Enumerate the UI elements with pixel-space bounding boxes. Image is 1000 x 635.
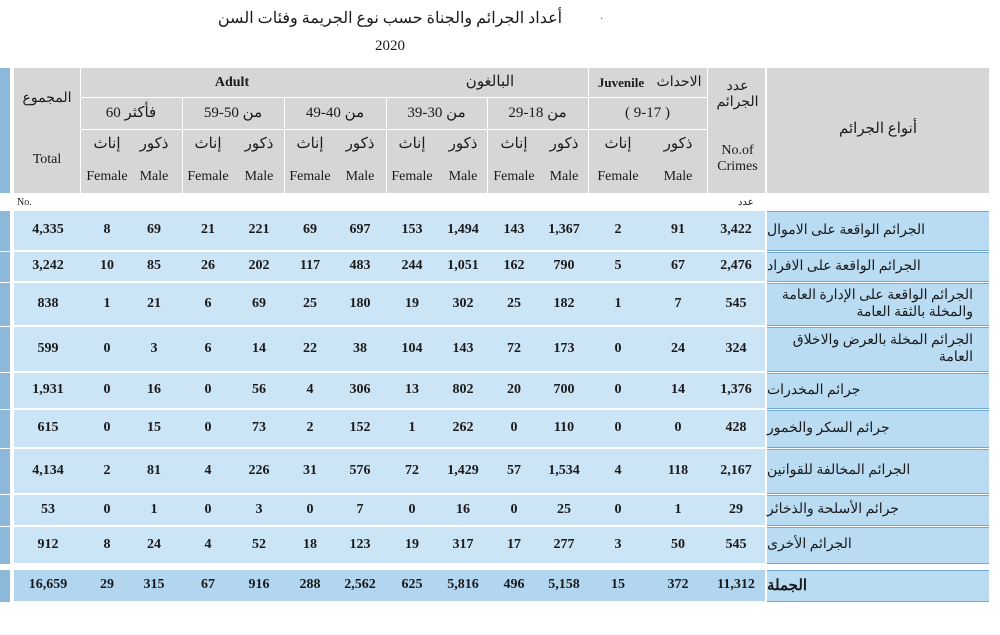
female-header-en: Female	[187, 168, 229, 184]
table-cell: 85	[147, 258, 161, 273]
female-header-ar: إناث	[194, 136, 222, 153]
table-cell: 5,816	[447, 577, 479, 592]
total-header-en: Total	[32, 151, 62, 167]
male-header-en: Male	[663, 168, 693, 184]
crime-type-label: جرائم الأسلحة والذخائر	[767, 495, 989, 526]
table-cell: 25	[557, 501, 571, 517]
table-cell: 3	[614, 536, 622, 552]
table-cell: 7	[356, 501, 364, 517]
table-cell: 81	[147, 462, 161, 478]
age-group-30-39: من 30-39	[407, 105, 466, 122]
table-cell: 14	[671, 382, 685, 397]
table-cell: 0	[103, 340, 111, 356]
table-cell: 315	[143, 577, 165, 592]
crime-type-label: الجرائم الأخرى	[767, 527, 989, 564]
table-cell: 69	[147, 222, 161, 237]
table-cell: 72	[405, 462, 419, 478]
table-cell: 1,376	[720, 382, 752, 397]
table-cell: 2	[614, 222, 622, 237]
table-cell: 0	[204, 382, 212, 397]
table-cell: 2,167	[720, 462, 752, 478]
table-cell: 110	[553, 420, 575, 435]
table-cell: 0	[614, 420, 622, 435]
table-cell: 69	[252, 295, 266, 311]
table-cell: 1,051	[447, 258, 479, 273]
table-cell: 545	[725, 536, 747, 552]
table-cell: 496	[503, 577, 525, 592]
table-cell: 15	[147, 420, 161, 435]
table-cell: 2	[103, 462, 111, 478]
table-cell: 0	[674, 420, 682, 435]
table-cell: 838	[37, 295, 59, 311]
male-header-ar: ذكور	[345, 136, 375, 153]
total-label: الجملة	[767, 570, 989, 602]
female-header-ar: إناث	[296, 136, 324, 153]
male-header-en: Male	[244, 168, 274, 184]
table-cell: 0	[103, 501, 111, 517]
male-header-ar: ذكور	[549, 136, 579, 153]
table-cell: 802	[452, 382, 474, 397]
table-cell: 25	[507, 295, 521, 311]
male-header-ar: ذكور	[663, 136, 693, 153]
table-cell: 0	[204, 420, 212, 435]
age-group-50-59: من 50-59	[203, 105, 263, 122]
table-cell: 21	[147, 295, 161, 311]
table-cell: 153	[401, 222, 423, 237]
male-header-en: Male	[549, 168, 579, 184]
male-header-en: Male	[345, 168, 375, 184]
crime-type-label: جرائم السكر والخمور	[767, 410, 989, 448]
table-cell: 697	[349, 222, 371, 237]
female-header-en: Female	[289, 168, 331, 184]
crime-type-label: الجرائم المخالفة للقوانين	[767, 449, 989, 494]
table-cell: 8	[103, 222, 111, 237]
total-header-ar: المجموع	[22, 90, 72, 106]
table-cell: 143	[452, 340, 474, 356]
table-cell: 302	[452, 295, 474, 311]
crime-types-header-label: أنواع الجرائم	[839, 121, 917, 138]
table-cell: 19	[405, 295, 419, 311]
age-group-9-17: ( 9-17 )	[625, 105, 670, 122]
table-cell: 262	[452, 420, 474, 435]
table-cell: 4,335	[32, 222, 64, 237]
table-cell: 428	[725, 420, 747, 435]
table-cell: 277	[553, 536, 575, 552]
adult-header-en: Adult	[214, 74, 250, 90]
table-cell: 1	[614, 295, 622, 311]
table-cell: 0	[614, 382, 622, 397]
table-cell: 0	[103, 382, 111, 397]
table-cell: 10	[100, 258, 114, 273]
table-cell: 24	[147, 536, 161, 552]
table-cell: 73	[252, 420, 266, 435]
table-cell: 29	[100, 577, 114, 592]
table-cell: 104	[401, 340, 423, 356]
table-cell: 11,312	[717, 577, 755, 592]
table-cell: 3	[150, 340, 158, 356]
table-cell: 916	[248, 577, 270, 592]
female-header-ar: إناث	[500, 136, 528, 153]
table-cell: 29	[729, 501, 743, 517]
table-cell: 7	[674, 295, 682, 311]
table-cell: 625	[401, 577, 423, 592]
table-cell: 123	[349, 536, 371, 552]
table-cell: 173	[553, 340, 575, 356]
table-cell: 182	[553, 295, 575, 311]
male-header-ar: ذكور	[244, 136, 274, 153]
table-cell: 26	[201, 258, 215, 273]
table-cell: 1	[408, 420, 416, 435]
table-cell: 1,429	[447, 462, 479, 478]
table-cell: 8	[103, 536, 111, 552]
table-cell: 1	[674, 501, 682, 517]
crime-type-label: الجرائم الواقعة على الافراد	[767, 252, 989, 282]
table-cell: 545	[725, 295, 747, 311]
table-cell: 372	[667, 577, 689, 592]
crime-type-label: الجرائم الواقعة على الإدارة العامة والمخلة بالثقة العامة	[767, 283, 989, 326]
table-cell: 3,242	[32, 258, 64, 273]
table-cell: 599	[37, 340, 59, 356]
male-header-en: Male	[139, 168, 169, 184]
table-cell: 72	[507, 340, 521, 356]
table-cell: 180	[349, 295, 371, 311]
table-cell: 16	[456, 501, 470, 517]
table-cell: 576	[349, 462, 371, 478]
table-cell: 244	[401, 258, 423, 273]
table-title: أعداد الجرائم والجناة حسب نوع الجريمة وفئات السن	[217, 10, 563, 27]
table-cell: 2,562	[344, 577, 376, 592]
table-cell: 0	[306, 501, 314, 517]
table-cell: 5,158	[548, 577, 580, 592]
table-cell: 16	[147, 382, 161, 397]
table-cell: 143	[503, 222, 525, 237]
table-cell: 4,134	[32, 462, 64, 478]
crimes-header-en: No.of Crimes	[717, 142, 758, 174]
table-cell: 221	[248, 222, 270, 237]
male-header-ar: ذكور	[448, 136, 478, 153]
table-cell: 1,367	[548, 222, 580, 237]
table-cell: 790	[553, 258, 575, 273]
table-cell: 4	[204, 536, 212, 552]
table-cell: 118	[667, 462, 689, 478]
table-cell: 5	[614, 258, 622, 273]
table-cell: 17	[507, 536, 521, 552]
table-cell: 288	[299, 577, 321, 592]
table-cell: 38	[353, 340, 367, 356]
female-header-ar: إناث	[604, 136, 632, 153]
table-cell: 50	[671, 536, 685, 552]
table-cell: 22	[303, 340, 317, 356]
table-cell: 152	[349, 420, 371, 435]
table-cell: 483	[349, 258, 371, 273]
table-cell: 0	[510, 501, 518, 517]
age-group-18-29: من 18-29	[508, 105, 567, 122]
table-cell: 1	[103, 295, 111, 311]
table-cell: 1	[150, 501, 158, 517]
table-cell: 16,659	[28, 577, 68, 592]
table-cell: 3	[255, 501, 263, 517]
table-cell: 226	[248, 462, 270, 478]
table-cell: 3,422	[720, 222, 752, 237]
table-cell: 31	[303, 462, 317, 478]
table-cell: 912	[37, 536, 59, 552]
table-cell: 6	[204, 340, 212, 356]
table-cell: 25	[303, 295, 317, 311]
crime-type-label: الجرائم الواقعة على الاموال	[767, 211, 989, 251]
table-cell: 19	[405, 536, 419, 552]
male-header-ar: ذكور	[139, 136, 169, 153]
table-cell: 0	[614, 501, 622, 517]
table-cell: 2	[306, 420, 314, 435]
adult-header-ar: البالغون	[465, 74, 515, 91]
female-header-en: Female	[86, 168, 128, 184]
table-cell: 91	[671, 222, 685, 237]
table-cell: 4	[614, 462, 622, 478]
table-cell: 18	[303, 536, 317, 552]
table-cell: 15	[611, 577, 625, 592]
table-cell: 57	[507, 462, 521, 478]
crime-type-label: جرائم المخدرات	[767, 373, 989, 409]
table-cell: 0	[204, 501, 212, 517]
table-cell: 4	[306, 382, 314, 397]
table-cell: 69	[303, 222, 317, 237]
unit-no-ar: عدد	[738, 197, 754, 208]
table-cell: 56	[252, 382, 266, 397]
table-cell: 67	[201, 577, 215, 592]
table-cell: 700	[553, 382, 575, 397]
female-header-ar: إناث	[93, 136, 121, 153]
table-cell: 6	[204, 295, 212, 311]
female-header-en: Female	[391, 168, 433, 184]
table-cell: 0	[614, 340, 622, 356]
table-cell: 1,931	[32, 382, 64, 397]
table-cell: 21	[201, 222, 215, 237]
table-cell: 317	[452, 536, 474, 552]
table-year: 2020	[375, 38, 405, 54]
table-cell: 67	[671, 258, 685, 273]
age-group-60plus: فأكثر 60	[105, 105, 157, 122]
table-cell: 0	[103, 420, 111, 435]
table-cell: 53	[41, 501, 55, 517]
table-cell: 20	[507, 382, 521, 397]
unit-no-en: No.	[17, 197, 32, 208]
female-header-ar: إناث	[398, 136, 426, 153]
table-cell: 162	[503, 258, 525, 273]
age-group-40-49: من 40-49	[305, 105, 365, 122]
table-cell: 0	[510, 420, 518, 435]
male-header-en: Male	[448, 168, 478, 184]
table-cell: 24	[671, 340, 685, 356]
crime-type-label: الجرائم المخلة بالعرض والاخلاق العامة	[767, 327, 989, 372]
table-cell: 0	[408, 501, 416, 517]
table-cell: 202	[248, 258, 270, 273]
table-cell: 1,534	[548, 462, 580, 478]
female-header-en: Female	[493, 168, 535, 184]
table-cell: 117	[299, 258, 321, 273]
table-cell: 14	[252, 340, 266, 356]
table-cell: 615	[37, 420, 59, 435]
juvenile-header-ar: الاحداث	[656, 74, 702, 90]
table-cell: 4	[204, 462, 212, 478]
crimes-header-ar: عدد الجرائم	[716, 78, 759, 110]
juvenile-header-en: Juvenile	[597, 74, 645, 90]
table-cell: 2,476	[720, 258, 752, 273]
table-cell: 13	[405, 382, 419, 397]
table-cell: 324	[725, 340, 747, 356]
table-cell: 1,494	[447, 222, 479, 237]
table-cell: 52	[252, 536, 266, 552]
table-cell: 306	[349, 382, 371, 397]
female-header-en: Female	[597, 168, 639, 184]
